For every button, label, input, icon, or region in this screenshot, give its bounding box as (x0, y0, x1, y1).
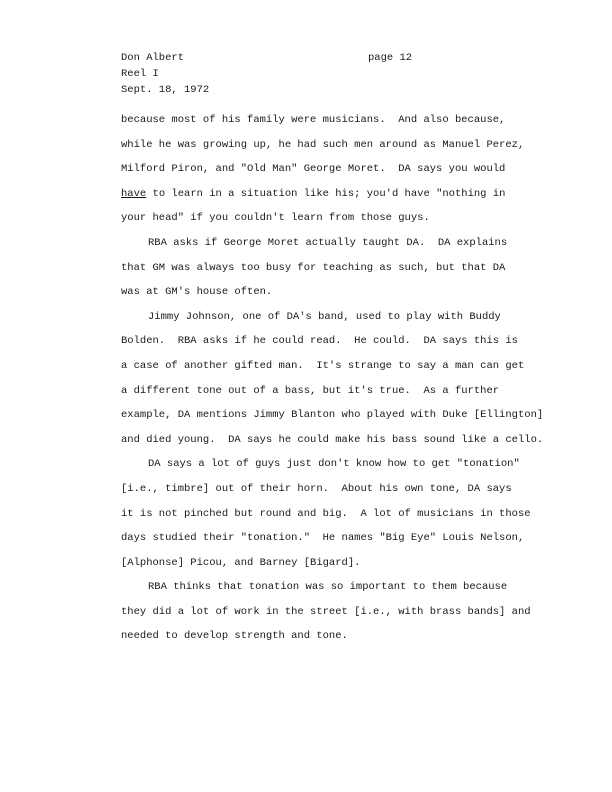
text-line: [Alphonse] Picou, and Barney [Bigard]. (121, 556, 361, 569)
text-line: Milford Piron, and "Old Man" George Moret. DA says you would (121, 163, 506, 176)
transcript-header (121, 50, 209, 98)
text-line: while he was growing up, he had such men around as Manuel Perez, (121, 138, 525, 151)
underlined-word: have (121, 187, 147, 200)
text-line: a case of another gifted man. It's strange to say a man can get (121, 359, 525, 372)
paragraph-start-line: RBA asks if George Moret actually taught DA. DA explains (148, 236, 508, 249)
paragraph-start-line: DA says a lot of guys just don't know how to get "tonation" (148, 458, 520, 471)
text-line: was at GM's house often. (121, 286, 273, 299)
text-line: [i.e., timbre] out of their horn. About his own tone, DA says (121, 482, 512, 495)
text-line: example, DA mentions Jimmy Blanton who played with Duke [Ellington] (121, 409, 544, 422)
text-line (121, 182, 561, 207)
text-line: a different tone out of a bass, but it's true. As a further (121, 384, 500, 397)
text-line: it is not pinched but round and big. A lot of musicians in those (121, 507, 531, 520)
reel-label: Reel I (121, 68, 159, 80)
interviewee-name: Don Albert (121, 52, 185, 64)
text-line: because most of his family were musicians. And also because, (121, 114, 506, 126)
interview-date: Sept. 18, 1972 (121, 84, 210, 96)
text-line: they did a lot of work in the street [i.e., with brass bands] and (121, 605, 531, 618)
line-rest: to learn in a situation like his; you'd have "nothing in (146, 187, 506, 200)
text-line: and died young. DA says he could make his bass sound like a cello. (121, 433, 544, 446)
text-line: needed to develop strength and tone. (121, 630, 348, 643)
text-line: that GM was always too busy for teaching as such, but that DA (121, 261, 506, 274)
text-line: your head" if you couldn't learn from those guys. (121, 212, 430, 225)
transcript-body (121, 108, 561, 649)
paragraph-start-line: Jimmy Johnson, one of DA's band, used to play with Buddy (148, 310, 501, 323)
text-line: days studied their "tonation." He names "Big Eye" Louis Nelson, (121, 532, 525, 545)
paragraph-start-line: RBA thinks that tonation was so important to them because (148, 581, 508, 594)
page-number: page 12 (368, 52, 413, 64)
text-line: Bolden. RBA asks if he could read. He could. DA says this is (121, 335, 518, 348)
